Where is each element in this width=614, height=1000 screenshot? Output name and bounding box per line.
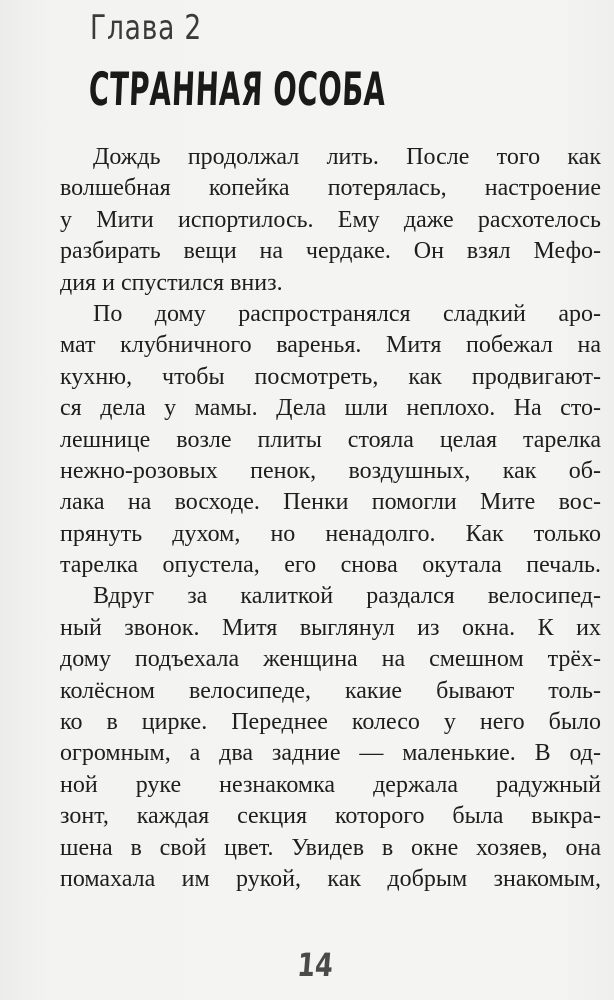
chapter-title: СТРАННАЯ ОСОБА: [87, 62, 388, 116]
text-line: мат клубничного варенья. Митя побежал на: [60, 332, 601, 359]
text-line: лака на восходе. Пенки помогли Мите вос-: [60, 489, 601, 516]
text-line: нежно-розовых пенок, воздушных, как об-: [60, 457, 601, 484]
text-line: шена в свой цвет. Увидев в окне хозяев, она: [60, 834, 601, 861]
text-line: Дождь продолжал лить. После того как: [93, 144, 601, 170]
paragraph: [60, 299, 601, 582]
text-line: ной руке незнакомка держала радужный: [60, 771, 601, 798]
text-line: кухню, чтобы посмотреть, как продвигают-: [60, 363, 601, 390]
text-line: тарелка опустела, его снова окутала печаль.: [60, 552, 601, 579]
text-line: лешнице возле плиты стояла целая тарелка: [60, 426, 601, 453]
text-line: разбирать вещи на чердаке. Он взял Мефо-: [60, 238, 601, 265]
text-line: ся дела у мамы. Дела шли неплохо. На сто-: [60, 395, 601, 422]
text-line: По дому распространялся сладкий аро-: [93, 300, 601, 327]
text-line: ный звонок. Митя выглянул из окна. К их: [60, 614, 601, 641]
text-line: Вдруг за калиткой раздался велосипед-: [93, 583, 601, 610]
text-line: ко в цирке. Переднее колесо у него было: [60, 709, 601, 736]
text-line: огромным, а два задние — маленькие. В од-: [60, 740, 601, 767]
page-number: 14: [295, 946, 335, 984]
body-text: [60, 142, 601, 895]
text-line: прянуть духом, но ненадолго. Как только: [60, 520, 601, 547]
text-line: колёсном велосипеде, какие бывают толь-: [60, 677, 601, 704]
paragraph: [60, 142, 601, 299]
text-line: волшебная копейка потерялась, настроение: [60, 175, 601, 202]
text-line: дия и спустился вниз.: [60, 269, 283, 296]
text-line: помахала им рукой, как добрым знакомым,: [60, 865, 601, 892]
text-line: зонт, каждая секция которого была выкра-: [60, 803, 601, 830]
chapter-label: Глава 2: [90, 8, 203, 48]
text-line: у Мити испортилось. Ему даже расхотелось: [60, 206, 601, 233]
text-line: дому подъехала женщина на смешном трёх-: [60, 646, 601, 673]
paragraph: [60, 581, 601, 895]
